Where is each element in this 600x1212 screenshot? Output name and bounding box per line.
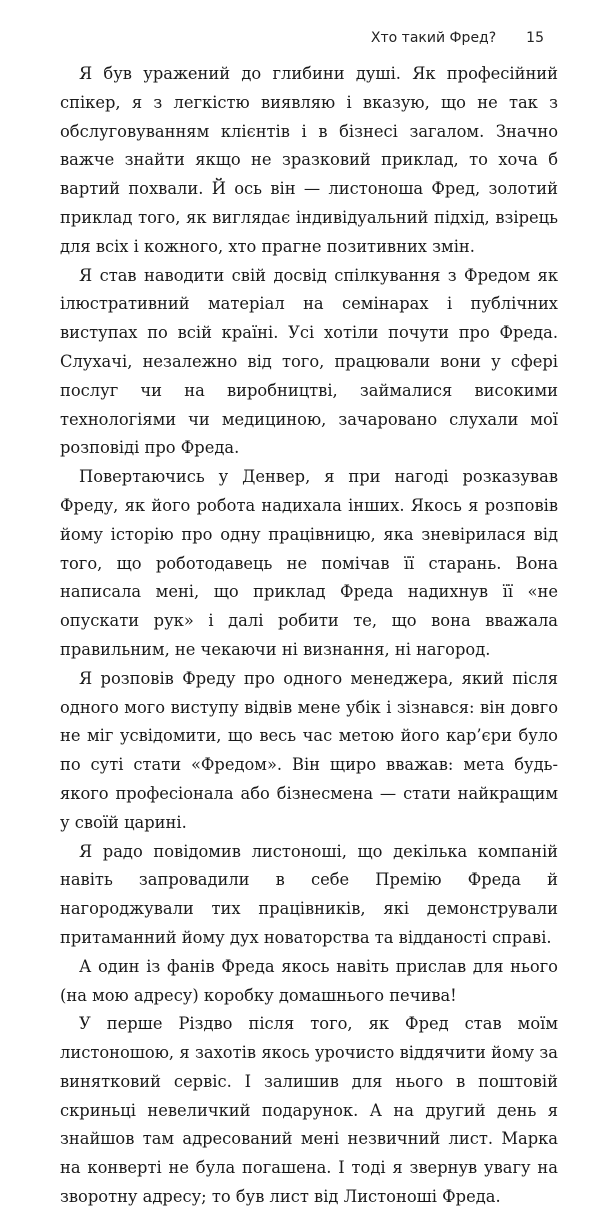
running-head — [371, 30, 544, 46]
paragraph: Повертаючись у Денвер, я при нагоді розказував Фреду, як його робота надихала інших. Якось я розповів йому історію про одну працівницю, яка зневірилася від того, що роботодавець не помічав її старань. Вона написала мені, що приклад Фреда надихнув її «не опускати рук» і далі робити те, що вона вважала правильним, не чекаючи ні визнання, ні нагород. — [60, 467, 558, 659]
paragraph: Я радо повідомив листоноші, що декілька компаній навіть запровадили в себе Премію Фреда й нагороджували тих працівників, які демонстрували притаманний йому дух новаторства та відданості справі. — [60, 841, 558, 947]
body-text — [60, 60, 558, 1212]
paragraph: А один із фанів Фреда якось навіть прислав для нього (на мою адресу) коробку домашнього печива! — [60, 956, 558, 1005]
chapter-title: Хто такий Фред? — [370, 30, 497, 46]
page-number: 15 — [526, 30, 544, 46]
paragraph: Я був уражений до глибини душі. Як професійний спікер, я з легкістю виявляю і вказую, що не так з обслуговуванням клієнтів і в бізнесі загалом. Значно важче знайти якщо не зразковий приклад, то хоча б вартий похвали. Й ось він — листоноша Фред, золотий приклад того, як виглядає індивідуальний підхід, взірець для всіх і кожного, хто прагне позитивних змін. — [60, 64, 558, 256]
paragraph: У перше Різдво після того, як Фред став моїм листоношою, я захотів якось урочисто віддячити йому за винятковий сервіс. І залишив для нього в поштовій скриньці невеличкий подарунок. А на другий день я знайшов там адресований мені незвичний лист. Марка на конверті не була погашена. І тоді я звернув увагу на зворотну адресу; то був лист від Листоноші Фреда. — [60, 1014, 558, 1207]
paragraph: Я став наводити свій досвід спілкування з Фредом як ілюстративний матеріал на семінарах і публічних виступах по всій країні. Усі хотіли почути про Фреда. Слухачі, незалежно від того, працювали вони у сфері послуг чи на виробництві, займалися високими технологіями чи медициною, зачаровано слухали мої розповіді про Фреда. — [60, 265, 558, 458]
paragraph: Я розповів Фреду про одного менеджера, який після одного мого виступу відвів мене убік і зізнався: він довго не міг усвідомити, що весь час метою його кар’єри було по суті стати «Фредом». Він щиро вважав: мета будь-якого професіонала або бізнесмена — стати найкращим у своїй царині. — [60, 668, 558, 832]
